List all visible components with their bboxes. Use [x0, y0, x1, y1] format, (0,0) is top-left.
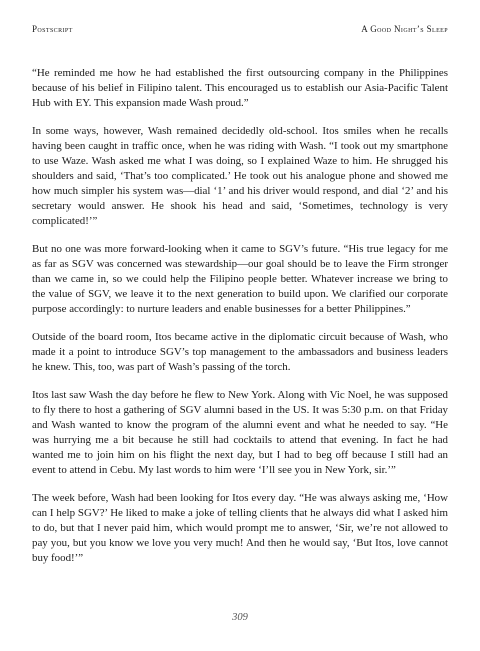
header-section-title: Postscript — [32, 24, 73, 34]
running-header — [32, 24, 448, 34]
page-number: 309 — [232, 612, 248, 623]
paragraph: But no one was more forward-looking when it came to SGV’s future. “His true legacy for me as far as SGV was concerned was stewardship—our goal should be to leave the Firm stronger than we came in, so we could help the Filipino people better. Whatever increase we bring to the value of SGV, we leave it to the next generation to build upon. We clarified our corporate purpose accordingly: to nurture leaders and enable businesses for a better Philippines.” — [32, 243, 448, 315]
paragraph: Outside of the board room, Itos became active in the diplomatic circuit because of Wash, who made it a point to introduce SGV’s top management to the ambassadors and business leaders he knew. This, too, was part of Wash’s passing of the torch. — [32, 331, 448, 373]
paragraph: The week before, Wash had been looking for Itos every day. “He was always asking me, ‘How can I help SGV?’ He liked to make a joke of telling clients that he always did what I asked him to do, but that I never paid him, which would prompt me to answer, ‘Sir, we’re not allowed to pay you, but you know we love you very much! And then he would say, ‘But Itos, love cannot buy food!’” — [32, 492, 448, 564]
paragraph: In some ways, however, Wash remained decidedly old-school. Itos smiles when he recalls having been caught in traffic once, when he was riding with Wash. “I took out my smartphone to use Waze. Wash asked me what I was doing, so I explained Waze to him. He shrugged his shoulders and said, ‘That’s too complicated.’ He took out his analogue phone and showed me how much simpler his system was—dial ‘1’ and his driver would respond, and dial ‘2’ and his secretary would answer. He shook his head and said, ‘Sometimes, technology is very complicated!’” — [32, 125, 448, 227]
paragraph: “He reminded me how he had established the first outsourcing company in the Philippines because of his belief in Filipino talent. This encouraged us to establish our Asia-Pacific Talent Hub with EY. This expansion made Wash proud.” — [32, 67, 448, 109]
body-text — [32, 66, 448, 579]
header-book-title: A Good Night’s Sleep — [361, 24, 448, 34]
paragraph: Itos last saw Wash the day before he flew to New York. Along with Vic Noel, he was supposed to fly there to host a gathering of SGV alumni based in the US. It was 5:30 p.m. on that Friday and Wash wanted to know the program of the alumni event and what he needed to say. “He was hurrying me a bit because he still had cocktails to attend that evening. In fact he had wanted me to join him on his flight the next day, but I had to beg off because I still had an event to attend in Cebu. My last words to him were ‘I’ll see you in New York, sir.’” — [32, 389, 448, 476]
